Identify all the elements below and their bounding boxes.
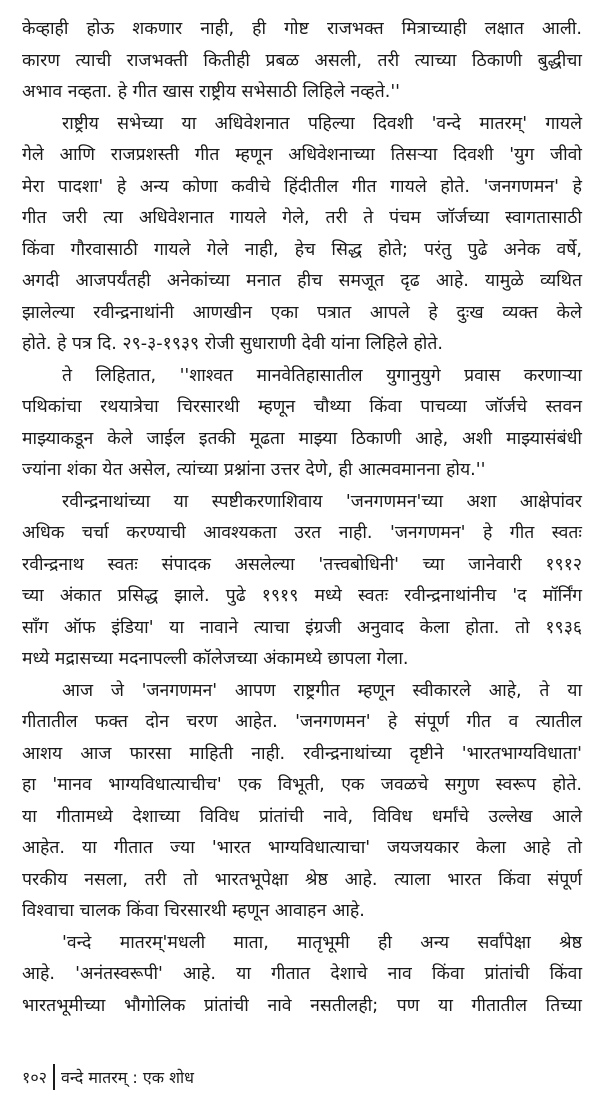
text-line: आशय आज फारसा माहिती नाही. रवीन्द्रनाथांच्या दृष्टीने 'भारतभाग्यविधाता' bbox=[22, 743, 582, 764]
text-line: राष्ट्रीय सभेच्या या अधिवेशनात पहिल्या दिवशी 'वन्दे मातरम्' गायले bbox=[62, 113, 582, 134]
text-line: कारण त्याची राजभक्ती कितीही प्रबळ असली, तरी त्याच्या ठिकाणी बुद्धीचा bbox=[22, 50, 582, 71]
paragraph bbox=[22, 14, 582, 109]
text-line: सॉंग ऑफ इंडिया' या नावाने त्याचा इंग्रजी अनुवाद केला होता. तो १९३६ bbox=[22, 617, 582, 638]
page-footer bbox=[22, 1062, 194, 1092]
text-line: गीत जरी त्या अधिवेशनात गायले गेले, तरी ते पंचम जॉर्जच्या स्वागतासाठी bbox=[22, 208, 582, 228]
text-line: ज्यांना शंका येत असेल, त्यांच्या प्रश्नांना उत्तर देणे, ही आत्मवमानना होय.'' bbox=[22, 460, 486, 480]
text-line: माझ्याकडून केले जाईल इतकी मूढता माझ्या ठिकाणी आहे, अशी माझ्यासंबंधी bbox=[22, 428, 582, 449]
page-body bbox=[22, 14, 582, 1022]
text-line: गीतातील फक्त दोन चरण आहेत. 'जनगणमन' हे संपूर्ण गीत व त्यातील bbox=[22, 712, 582, 732]
paragraph bbox=[22, 109, 582, 361]
text-line: अधिक चर्चा करण्याची आवश्यकता उरत नाही. 'जनगणमन' हे गीत स्वतः bbox=[22, 523, 582, 543]
text-line: झालेल्या रवीन्द्रनाथांनी आणखीन एका पत्रात आपले हे दुःख व्यक्त केले bbox=[22, 302, 582, 323]
text-line: या गीतामध्ये देशाच्या विविध प्रांतांची नावे, विविध धर्मांचे उल्लेख आले bbox=[22, 806, 582, 827]
text-line: च्या अंकात प्रसिद्ध झाले. पुढे १९१९ मध्ये स्वतः रवीन्द्रनाथांनीच 'द मॉर्निंग bbox=[22, 586, 582, 606]
text-line: ते लिहितात, ''शाश्वत मानवेतिहासातील युगानुयुगे प्रवास करणाऱ्या bbox=[62, 365, 582, 386]
text-line: रवीन्द्रनाथ स्वतः संपादक असलेल्या 'तत्त्वबोधिनी' च्या जानेवारी १९१२ bbox=[22, 554, 582, 575]
text-line: विश्वाचा चालक किंवा चिरसारथी म्हणून आवाहन आहे. bbox=[22, 901, 365, 921]
text-line: केव्हाही होऊ शकणार नाही, ही गोष्ट राजभक्त मित्राच्याही लक्षात आली. bbox=[22, 19, 582, 39]
text-line: आहेत. या गीतात ज्या 'भारत भाग्यविधात्याचा' जयजयकार केला आहे तो bbox=[22, 838, 582, 858]
text-line: अभाव नव्हता. हे गीत खास राष्ट्रीय सभेसाठी लिहिले नव्हते.'' bbox=[22, 82, 401, 102]
paragraph bbox=[22, 928, 582, 1023]
text-line: होते. हे पत्र दि. २९-३-१९३९ रोजी सुधाराणी देवी यांना लिहिले होते. bbox=[22, 334, 443, 354]
text-line: किंवा गौरवासाठी गायले गेले नाही, हेच सिद्ध होते; परंतु पुढे अनेक वर्षे, bbox=[22, 239, 582, 260]
footer-separator bbox=[53, 1064, 55, 1090]
text-line: पथिकांचा रथयात्रेचा चिरसारथी म्हणून चौथ्या किंवा पाचव्या जॉर्जचे स्तवन bbox=[22, 397, 582, 417]
text-line: गेले आणि राजप्रशस्ती गीत म्हणून अधिवेशनाच्या तिसऱ्या दिवशी 'युग जीवो bbox=[22, 145, 582, 165]
text-line: भारतभूमीच्या भौगोलिक प्रांतांची नावे नसतीलही; पण या गीतातील तिच्या bbox=[22, 995, 582, 1016]
text-line: मध्ये मद्रासच्या मदनापल्ली कॉलेजच्या अंकामध्ये छापला गेला. bbox=[22, 649, 409, 669]
text-line: रवीन्द्रनाथांच्या या स्पष्टीकरणाशिवाय 'जनगणमन'च्या अशा आक्षेपांवर bbox=[62, 491, 582, 512]
book-title: वन्दे मातरम् : एक शोध bbox=[60, 1068, 194, 1087]
paragraph bbox=[22, 676, 582, 928]
text-line: मेरा पादशा' हे अन्य कोणा कवीचे हिंदीतील गीत गायले होते. 'जनगणमन' हे bbox=[22, 176, 582, 197]
paragraph bbox=[22, 487, 582, 676]
text-line: अगदी आजपर्यंतही अनेकांच्या मनात हीच समजूत दृढ आहे. यामुळे व्यथित bbox=[22, 271, 582, 291]
text-line: आज जे 'जनगणमन' आपण राष्ट्रगीत म्हणून स्वीकारले आहे, ते या bbox=[62, 680, 582, 701]
text-line: हा 'मानव भाग्यविधात्याचीच' एक विभूती, एक जवळचे सगुण स्वरूप होते. bbox=[22, 775, 582, 795]
text-line: आहे. 'अनंतस्वरूपी' आहे. या गीतात देशाचे नाव किंवा प्रांतांची किंवा bbox=[22, 964, 582, 984]
text-line: 'वन्दे मातरम्'मधली माता, मातृभूमी ही अन्य सर्वांपेक्षा श्रेष्ठ bbox=[62, 932, 582, 953]
text-line: परकीय नसला, तरी तो भारतभूपेक्षा श्रेष्ठ आहे. त्याला भारत किंवा संपूर्ण bbox=[22, 869, 583, 890]
paragraph bbox=[22, 361, 582, 487]
page-number: १०२ bbox=[22, 1068, 47, 1087]
